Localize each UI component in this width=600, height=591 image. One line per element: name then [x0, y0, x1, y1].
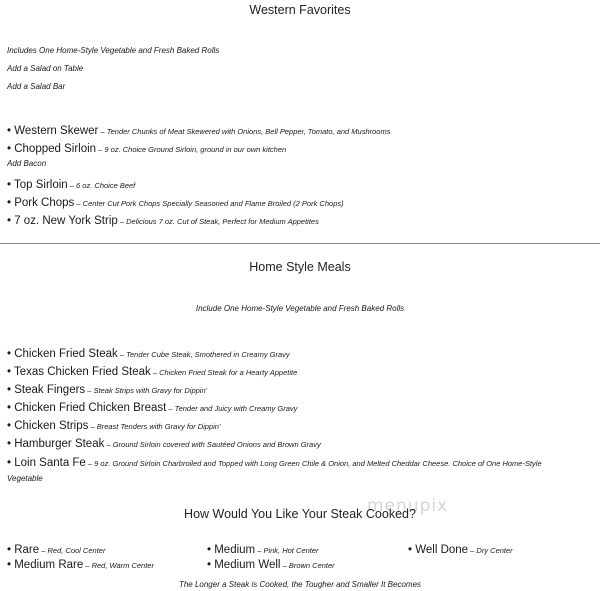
western-favorites-heading: Western Favorites [249, 3, 351, 17]
item-description: – 9 oz. Choice Ground Sirloin, ground in our own kitchen [96, 145, 287, 154]
item-description: – Tender Cube Steak, Smothered in Creamy Gravy [117, 350, 290, 359]
home-style-note: Include One Home-Style Vegetable and Fresh Baked Rolls [195, 304, 405, 313]
item-description: – Dry Center [468, 546, 513, 555]
item-name: • Medium Well [207, 559, 281, 571]
menu-item-hamburger-steak [7, 434, 321, 452]
menu-item-steak-fingers [7, 380, 207, 398]
doneness-well-done [408, 540, 513, 558]
add-bacon-note: Add Bacon [7, 159, 47, 168]
menu-item-chicken-strips [7, 416, 220, 434]
western-note-includes: Includes One Home-Style Vegetable and Fresh Baked Rolls [7, 46, 220, 55]
item-description: – Center Cut Pork Chops Specially Seasoned and Flame Broiled (2 Pork Chops) [74, 199, 344, 208]
item-name: • 7 oz. New York Strip [7, 215, 118, 227]
item-name: • Western Skewer [7, 125, 99, 137]
menu-item-chicken-fried-steak [7, 344, 290, 362]
menu-item-new-york-strip [7, 211, 319, 229]
item-name: • Chicken Strips [7, 420, 89, 432]
item-name: • Chopped Sirloin [7, 143, 97, 155]
doneness-medium-rare [7, 555, 154, 573]
menu-item-loin-santa-fe [7, 453, 542, 471]
item-name: • Hamburger Steak [7, 438, 105, 450]
item-name: • Chicken Fried Chicken Breast [7, 402, 167, 414]
item-name: • Pork Chops [7, 197, 75, 209]
item-name: • Chicken Fried Steak [7, 348, 118, 360]
menu-item-texas-chicken-fried-steak [7, 362, 297, 380]
item-name: • Texas Chicken Fried Steak [7, 366, 151, 378]
item-name: • Medium [207, 544, 256, 556]
item-description: – Tender Chunks of Meat Skewered with Onions, Bell Pepper, Tomato, and Mushrooms [98, 127, 391, 136]
item-description: – Tender and Juicy with Creamy Gravy [166, 404, 298, 413]
item-description: – 6 oz. Choice Beef [67, 181, 136, 190]
item-description: – Brown Center [280, 561, 335, 570]
home-style-meals-heading: Home Style Meals [249, 260, 351, 274]
item-description: – Ground Sirloin covered with Sautéed Onions and Brown Gravy [104, 440, 321, 449]
steak-footer-note: The Longer a Steak is Cooked, the Tougher and Smaller It Becomes [178, 580, 422, 589]
item-description: – Steak Strips with Gravy for Dippin' [85, 386, 208, 395]
item-name: • Well Done [408, 544, 469, 556]
section-divider [0, 243, 600, 244]
doneness-medium-well [207, 555, 335, 573]
item-description: – Red, Warm Center [83, 561, 154, 570]
steak-cooked-heading: How Would You Like Your Steak Cooked? [184, 507, 416, 521]
watermark-logo: menupix [367, 496, 449, 516]
item-name: • Loin Santa Fe [7, 457, 86, 469]
item-name: • Medium Rare [7, 559, 84, 571]
menu-item-western-skewer [7, 121, 390, 139]
loin-santa-fe-wrap: Vegetable [7, 474, 43, 483]
item-name: • Top Sirloin [7, 179, 68, 191]
item-description: – Delicious 7 oz. Cut of Steak, Perfect for Medium Appetites [117, 217, 319, 226]
western-note-salad-table: Add a Salad on Table [7, 64, 84, 73]
menu-item-chicken-fried-chicken-breast [7, 398, 297, 416]
item-description: – Pink, Hot Center [255, 546, 319, 555]
western-note-salad-bar: Add a Salad Bar [7, 82, 66, 91]
item-name: • Rare [7, 544, 40, 556]
menu-item-top-sirloin [7, 175, 135, 193]
item-name: • Steak Fingers [7, 384, 86, 396]
item-description: – 9 oz. Ground Sirloin Charbroiled and Topped with Long Green Chile & Onion, and Melted Cheddar Cheese. Choice of One Home-Style [85, 459, 542, 468]
item-description: – Breast Tenders with Gravy for Dippin' [88, 422, 221, 431]
item-description: – Red, Cool Center [39, 546, 106, 555]
menu-item-pork-chops [7, 193, 344, 211]
item-description: – Chicken Fried Steak for a Hearty Appetite [150, 368, 298, 377]
menu-item-chopped-sirloin [7, 139, 286, 157]
